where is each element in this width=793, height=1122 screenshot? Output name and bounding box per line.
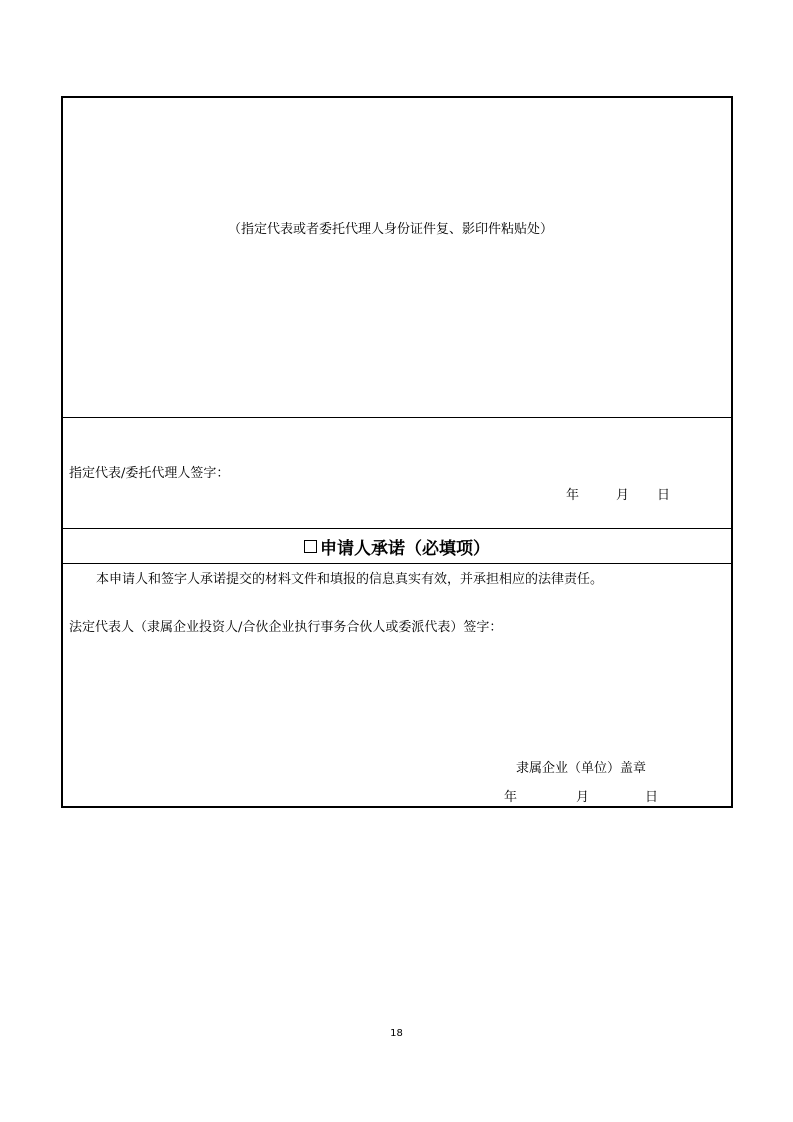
commitment-title-text: 申请人承诺（必填项） — [320, 538, 490, 559]
divider-commitment-title — [63, 563, 731, 564]
signature-date-day: 日 — [657, 488, 671, 503]
divider-id-signature — [63, 417, 731, 418]
signature-label: 指定代表/委托代理人签字： — [69, 466, 230, 481]
legal-rep-signature-label: 法定代表人（隶属企业投资人/合伙企业执行事务合伙人或委派代表）签字： — [69, 620, 503, 635]
page-number: 18 — [390, 1028, 403, 1039]
signature-date-year: 年 — [566, 488, 580, 503]
signature-date-month: 月 — [616, 488, 630, 503]
commitment-date-day: 日 — [645, 790, 659, 805]
company-seal-label: 隶属企业（单位）盖章 — [516, 761, 647, 776]
id-copy-placeholder: （指定代表或者委托代理人身份证件复、影印件粘贴处） — [228, 222, 554, 237]
commitment-date-year: 年 — [504, 790, 518, 805]
commitment-checkbox[interactable] — [304, 540, 317, 553]
divider-signature-commitment — [63, 528, 731, 529]
commitment-date-month: 月 — [576, 790, 590, 805]
commitment-title — [63, 530, 731, 562]
commitment-statement: 本申请人和签字人承诺提交的材料文件和填报的信息真实有效，并承担相应的法律责任。 — [96, 572, 604, 587]
application-form-table — [61, 96, 733, 808]
